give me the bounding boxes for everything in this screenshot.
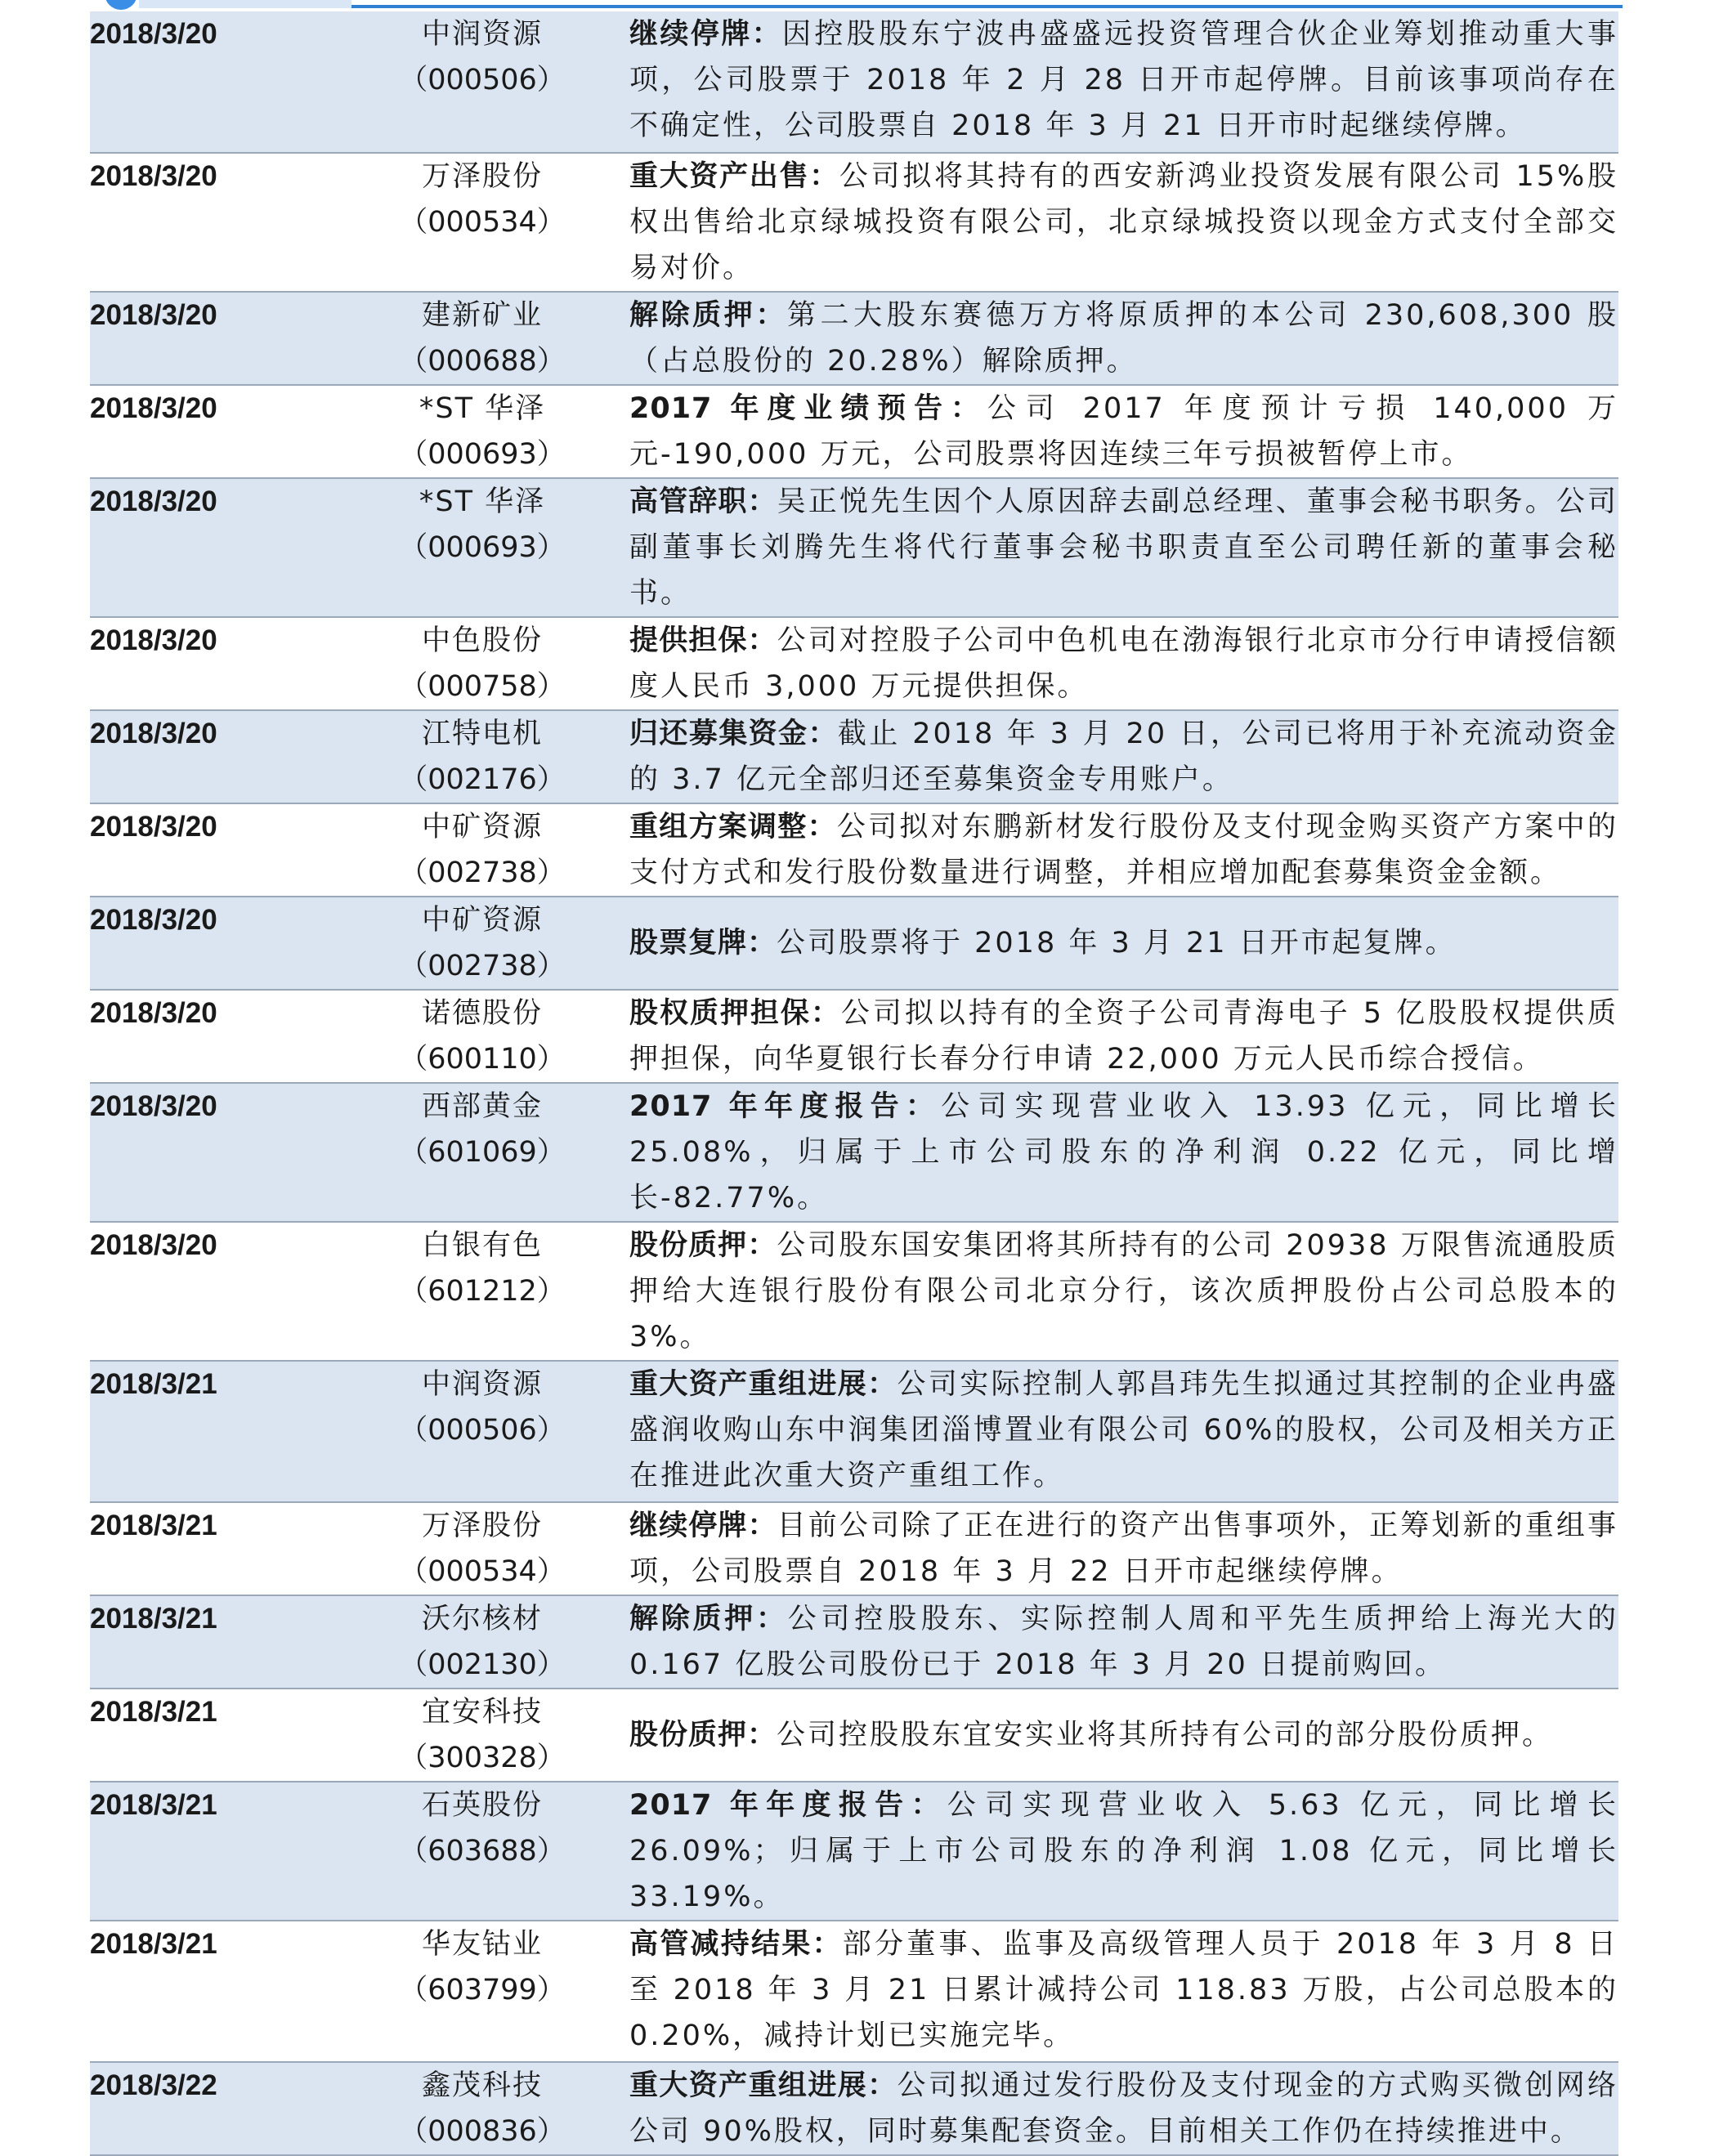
- company-cell: [335, 2062, 629, 2155]
- event-description: 公司实现营业收入 13.93 亿元，同比增长 25.08%，归属于上市公司股东的净利润 0.22 亿元，同比增长-82.77%。: [629, 1090, 1618, 1214]
- company-name: 中矿资源: [421, 904, 543, 937]
- company-name: 华友钴业: [421, 1928, 543, 1961]
- stock-code: （000506）: [399, 64, 566, 96]
- announcement-date: 2018/3/20: [90, 710, 335, 803]
- event-description: 公司拟对东鹏新材发行股份及支付现金购买资产方案中的支付方式和发行股份数量进行调整，并相应增加配套募集资金金额。: [629, 811, 1618, 889]
- stock-code: （000534）: [399, 1555, 566, 1588]
- event-title: 2017 年年度报告：: [629, 1789, 947, 1822]
- event-cell: [629, 990, 1618, 1083]
- announcement-date: 2018/3/21: [90, 1502, 335, 1595]
- event-title: 继续停牌：: [629, 1510, 777, 1542]
- company-name: 中色股份: [421, 624, 543, 657]
- announcement-date: 2018/3/20: [90, 803, 335, 897]
- table-row: [90, 617, 1618, 710]
- stock-code: （000506）: [399, 1414, 566, 1447]
- event-description: 公司实现营业收入 5.63 亿元，同比增长 26.09%；归属于上市公司股东的净利润 1.08 亿元，同比增长 33.19%。: [629, 1789, 1618, 1913]
- table-row: [90, 1689, 1618, 1782]
- event-description: 公司拟通过发行股份及支付现金的方式购买微创网络公司 90%股权，同时募集配套资金。目前相关工作仍在持续推进中。: [629, 2069, 1618, 2148]
- event-title: 解除质押：: [629, 299, 787, 332]
- event-description: 公司控股股东宜安实业将其所持有公司的部分股份质押。: [777, 1719, 1554, 1751]
- event-cell: [629, 292, 1618, 385]
- event-description: 公司对控股子公司中色机电在渤海银行北京市分行申请授信额度人民币 3,000 万元提供担保。: [629, 624, 1618, 703]
- event-cell: [629, 897, 1618, 990]
- stock-code: （000693）: [399, 438, 566, 471]
- company-cell: [335, 710, 629, 803]
- announcement-date: 2018/3/21: [90, 1921, 335, 2062]
- event-title: 重组方案调整：: [629, 811, 837, 843]
- event-description: 公司控股股东、实际控制人周和平先生质押给上海光大的 0.167 亿股公司股份已于 2018 年 3 月 20 日提前购回。: [629, 1603, 1618, 1681]
- announcement-date: 2018/3/20: [90, 1222, 335, 1361]
- company-name: 石英股份: [421, 1789, 543, 1822]
- company-name: 万泽股份: [421, 1510, 543, 1542]
- company-cell: [335, 803, 629, 897]
- stock-code: （300328）: [399, 1742, 566, 1774]
- table-row: [90, 1782, 1618, 1921]
- company-cell: [335, 990, 629, 1083]
- table-row: [90, 1502, 1618, 1595]
- company-cell: [335, 617, 629, 710]
- event-title: 继续停牌：: [629, 18, 782, 51]
- table-row: [90, 897, 1618, 990]
- table-row: [90, 2062, 1618, 2155]
- logo-icon: [105, 0, 137, 10]
- company-cell: [335, 385, 629, 478]
- company-name: 鑫茂科技: [421, 2069, 543, 2102]
- announcement-date: 2018/3/20: [90, 385, 335, 478]
- announcement-date: 2018/3/21: [90, 1595, 335, 1689]
- announcement-date: 2018/3/20: [90, 153, 335, 292]
- event-title: 2017 年年度报告：: [629, 1090, 942, 1123]
- table-row: [90, 710, 1618, 803]
- header-band: [139, 0, 351, 8]
- announcement-table: [90, 11, 1618, 2156]
- stock-code: （000836）: [399, 2115, 566, 2148]
- event-cell: [629, 385, 1618, 478]
- event-cell: [629, 1083, 1618, 1222]
- event-title: 重大资产重组进展：: [629, 2069, 898, 2102]
- announcement-date: 2018/3/20: [90, 292, 335, 385]
- stock-code: （000688）: [399, 345, 566, 378]
- event-title: 股份质押：: [629, 1229, 777, 1262]
- company-name: 白银有色: [421, 1229, 543, 1262]
- event-title: 重大资产出售：: [629, 160, 839, 193]
- table-row: [90, 990, 1618, 1083]
- company-cell: [335, 1083, 629, 1222]
- company-cell: [335, 1502, 629, 1595]
- company-name: 诺德股份: [421, 997, 543, 1030]
- event-description: 第二大股东赛德万方将原质押的本公司 230,608,300 股（占总股份的 20.28%）解除质押。: [629, 299, 1618, 378]
- table-row: [90, 385, 1618, 478]
- event-cell: [629, 1689, 1618, 1782]
- announcement-date: 2018/3/20: [90, 990, 335, 1083]
- announcement-date: 2018/3/20: [90, 617, 335, 710]
- event-cell: [629, 11, 1618, 153]
- announcement-date: 2018/3/20: [90, 897, 335, 990]
- event-title: 股份质押：: [629, 1719, 777, 1751]
- event-cell: [629, 1502, 1618, 1595]
- event-title: 归还募集资金：: [629, 718, 838, 750]
- table-row: [90, 478, 1618, 617]
- announcement-date: 2018/3/21: [90, 1782, 335, 1921]
- event-title: 股票复牌：: [629, 927, 777, 959]
- stock-code: （000693）: [399, 531, 566, 564]
- company-cell: [335, 292, 629, 385]
- announcement-date: 2018/3/21: [90, 1689, 335, 1782]
- event-cell: [629, 617, 1618, 710]
- event-description: 因控股股东宁波冉盛盛远投资管理合伙企业筹划推动重大事项，公司股票于 2018 年 2 月 28 日开市起停牌。目前该事项尚存在不确定性，公司股票自 2018 年 3 月 21 日开市时起继续停牌。: [629, 18, 1618, 142]
- company-cell: [335, 1361, 629, 1502]
- stock-code: （002130）: [399, 1648, 566, 1681]
- announcement-date: 2018/3/20: [90, 1083, 335, 1222]
- event-cell: [629, 1595, 1618, 1689]
- event-title: 股权质押担保：: [629, 997, 841, 1030]
- event-cell: [629, 803, 1618, 897]
- event-description: 吴正悦先生因个人原因辞去副总经理、董事会秘书职务。公司副董事长刘腾先生将代行董事会秘书职责直至公司聘任新的董事会秘书。: [629, 485, 1618, 610]
- announcement-date: 2018/3/21: [90, 1361, 335, 1502]
- company-name: *ST 华泽: [419, 485, 546, 518]
- company-cell: [335, 11, 629, 153]
- company-name: 中润资源: [421, 1368, 543, 1401]
- stock-code: （002738）: [399, 950, 566, 982]
- stock-code: （601212）: [399, 1275, 566, 1308]
- stock-code: （600110）: [399, 1043, 566, 1076]
- company-name: 建新矿业: [421, 299, 543, 332]
- event-description: 截止 2018 年 3 月 20 日，公司已将用于补充流动资金的 3.7 亿元全部归还至募集资金专用账户。: [629, 718, 1618, 796]
- event-title: 提供担保：: [629, 624, 777, 657]
- company-name: 万泽股份: [421, 160, 543, 193]
- table-row: [90, 1083, 1618, 1222]
- stock-code: （002738）: [399, 857, 566, 889]
- stock-code: （603799）: [399, 1974, 566, 2006]
- event-description: 公司 2017 年度预计亏损 140,000 万元-190,000 万元，公司股票将因连续三年亏损被暂停上市。: [629, 392, 1618, 471]
- company-cell: [335, 1222, 629, 1361]
- announcement-date: 2018/3/20: [90, 11, 335, 153]
- event-title: 高管辞职：: [629, 485, 777, 518]
- event-cell: [629, 1782, 1618, 1921]
- company-name: 沃尔核材: [421, 1603, 543, 1635]
- table-row: [90, 1595, 1618, 1689]
- event-description: 公司拟将其持有的西安新鸿业投资发展有限公司 15%股权出售给北京绿城投资有限公司，北京绿城投资以现金方式支付全部交易对价。: [629, 160, 1618, 284]
- table-row: [90, 1222, 1618, 1361]
- header-divider: [351, 5, 1623, 8]
- event-cell: [629, 710, 1618, 803]
- table-row: [90, 292, 1618, 385]
- stock-code: （601069）: [399, 1136, 566, 1169]
- company-name: 西部黄金: [421, 1090, 543, 1123]
- event-cell: [629, 1921, 1618, 2062]
- event-cell: [629, 1361, 1618, 1502]
- event-title: 高管减持结果：: [629, 1928, 843, 1961]
- announcement-date: 2018/3/22: [90, 2062, 335, 2155]
- event-title: 重大资产重组进展：: [629, 1368, 898, 1401]
- company-name: *ST 华泽: [419, 392, 546, 425]
- stock-code: （000758）: [399, 670, 566, 703]
- event-description: 目前公司除了正在进行的资产出售事项外，正筹划新的重组事项，公司股票自 2018 年 3 月 22 日开市起继续停牌。: [629, 1510, 1618, 1588]
- event-description: 公司实际控制人郭昌玮先生拟通过其控制的企业冉盛盛润收购山东中润集团淄博置业有限公司 60%的股权，公司及相关方正在推进此次重大资产重组工作。: [629, 1368, 1618, 1492]
- event-description: 公司股票将于 2018 年 3 月 21 日开市起复牌。: [777, 927, 1457, 959]
- announcement-date: 2018/3/20: [90, 478, 335, 617]
- event-description: 公司股东国安集团将其所持有的公司 20938 万限售流通股质押给大连银行股份有限公司北京分行，该次质押股份占公司总股本的 3%。: [629, 1229, 1618, 1353]
- company-cell: [335, 1921, 629, 2062]
- stock-code: （603688）: [399, 1835, 566, 1867]
- company-cell: [335, 1782, 629, 1921]
- company-cell: [335, 1689, 629, 1782]
- company-cell: [335, 153, 629, 292]
- company-cell: [335, 478, 629, 617]
- table-row: [90, 11, 1618, 153]
- company-name: 中矿资源: [421, 811, 543, 843]
- company-cell: [335, 897, 629, 990]
- table-row: [90, 1921, 1618, 2062]
- company-name: 宜安科技: [421, 1696, 543, 1729]
- company-name: 中润资源: [421, 18, 543, 51]
- event-cell: [629, 1222, 1618, 1361]
- table-row: [90, 153, 1618, 292]
- event-cell: [629, 2062, 1618, 2155]
- stock-code: （002176）: [399, 763, 566, 796]
- event-description: 公司拟以持有的全资子公司青海电子 5 亿股股权提供质押担保，向华夏银行长春分行申请 22,000 万元人民币综合授信。: [629, 997, 1618, 1076]
- event-cell: [629, 478, 1618, 617]
- event-cell: [629, 153, 1618, 292]
- event-description: 部分董事、监事及高级管理人员于 2018 年 3 月 8 日至 2018 年 3 月 21 日累计减持公司 118.83 万股，占公司总股本的 0.20%，减持计划已实施完毕。: [629, 1928, 1618, 2052]
- table-row: [90, 1361, 1618, 1502]
- stock-code: （000534）: [399, 206, 566, 239]
- event-title: 解除质押：: [629, 1603, 788, 1635]
- table-row: [90, 803, 1618, 897]
- company-name: 江特电机: [421, 718, 543, 750]
- event-title: 2017 年度业绩预告：: [629, 392, 987, 425]
- company-cell: [335, 1595, 629, 1689]
